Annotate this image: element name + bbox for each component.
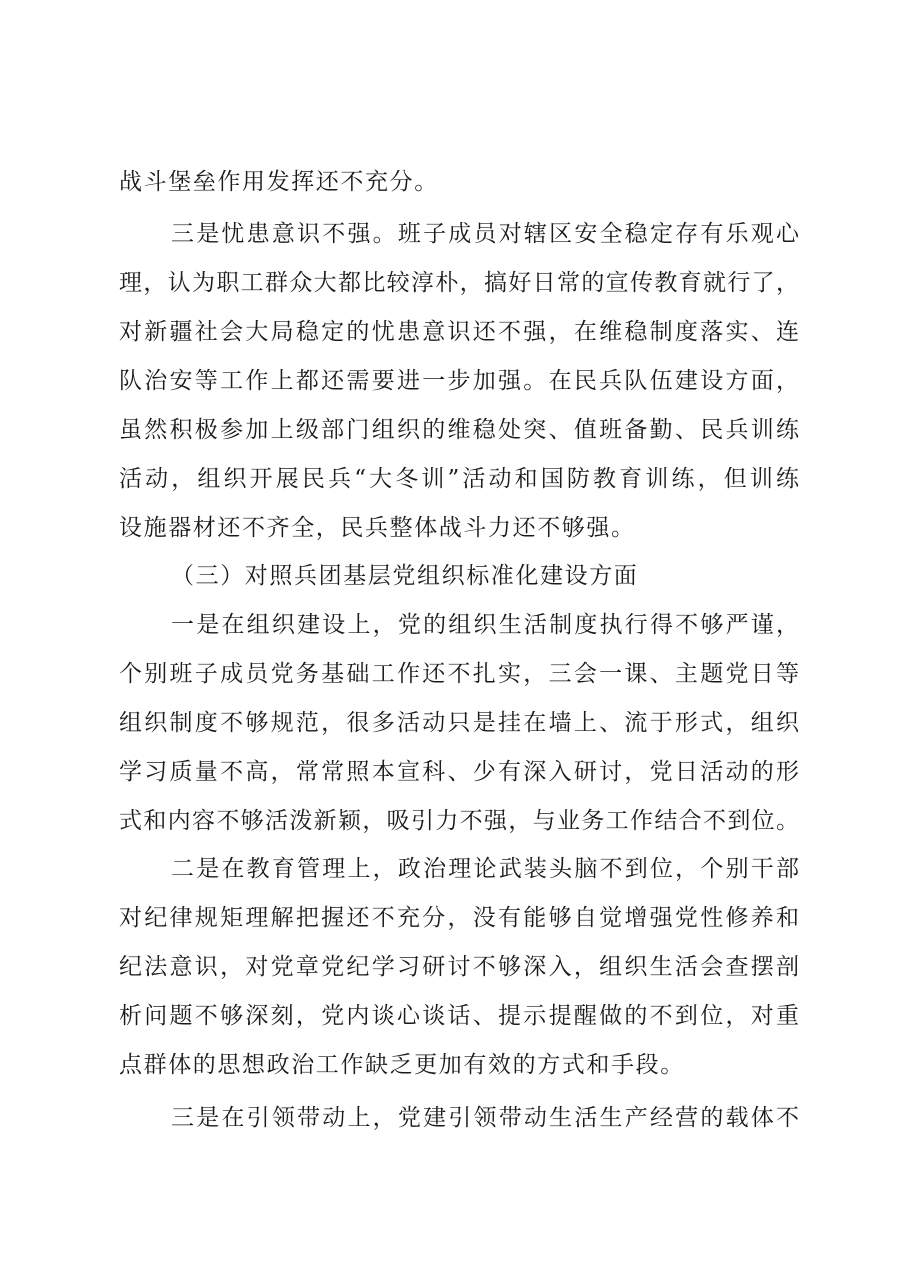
paragraph-start-line: 二是在教育管理上，政治理论武装头脑不到位，个别干部 (171, 856, 799, 882)
text-line: 学习质量不高，常常照本宣科、少有深入研讨，党日活动的形 (119, 759, 799, 785)
text-line: 式和内容不够活泼新颖，吸引力不强，与业务工作结合不到位。 (119, 808, 799, 834)
text-line: 析问题不够深刻，党内谈心谈话、提示提醒做的不到位，对重 (119, 1003, 799, 1029)
section-heading: （三）对照兵团基层党组织标准化建设方面 (171, 563, 639, 589)
text-line: 理，认为职工群众大都比较淳朴，搞好日常的宣传教育就行了， (119, 270, 799, 296)
text-line: 个别班子成员党务基础工作还不扎实，三会一课、主题党日等 (119, 661, 799, 687)
text-line: 对纪律规矩理解把握还不充分，没有能够自觉增强党性修养和 (119, 905, 799, 931)
paragraph-start-line: 三是在引领带动上，党建引领带动生活生产经营的载体不 (171, 1105, 799, 1131)
paragraph-start-line: 三是忧患意识不强。班子成员对辖区安全稳定存有乐观心 (171, 221, 799, 247)
text-line: 队治安等工作上都还需要进一步加强。在民兵队伍建设方面， (119, 368, 799, 394)
text-line: 虽然积极参加上级部门组织的维稳处突、值班备勤、民兵训练 (119, 417, 799, 443)
text-line: 活动，组织开展民兵“大冬训”活动和国防教育训练，但训练 (119, 466, 799, 492)
text-line: 点群体的思想政治工作缺乏更加有效的方式和手段。 (119, 1052, 685, 1078)
text-line: 战斗堡垒作用发挥还不充分。 (119, 169, 439, 195)
paragraph-start-line: 一是在组织建设上，党的组织生活制度执行得不够严谨， (171, 612, 799, 638)
text-line: 纪法意识，对党章党纪学习研讨不够深入，组织生活会查摆剖 (119, 954, 799, 980)
text-line: 对新疆社会大局稳定的忧患意识还不强，在维稳制度落实、连 (119, 319, 799, 345)
text-line: 设施器材还不齐全，民兵整体战斗力还不够强。 (119, 515, 636, 541)
text-line: 组织制度不够规范，很多活动只是挂在墙上、流于形式，组织 (119, 710, 799, 736)
